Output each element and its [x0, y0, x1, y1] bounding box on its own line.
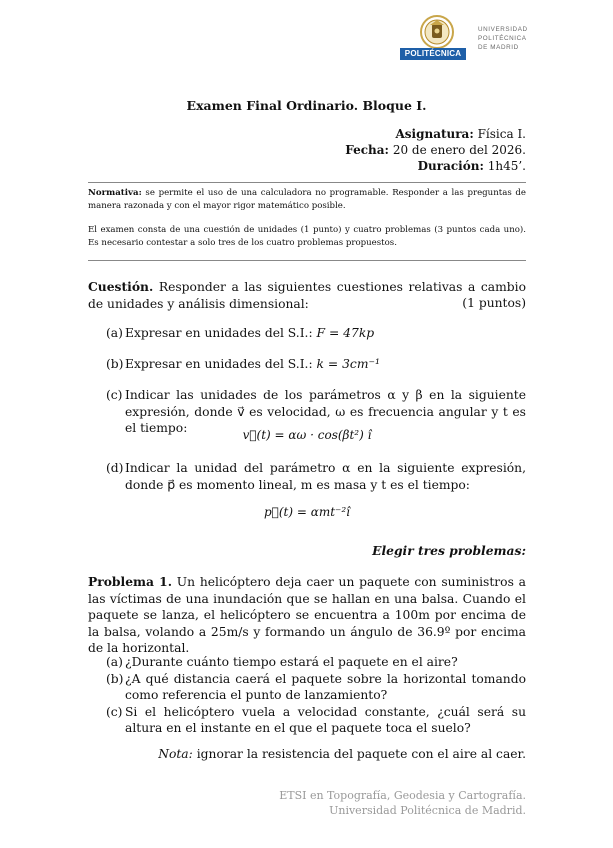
- footer: [279, 788, 526, 818]
- subject-label: Asignatura:: [395, 127, 474, 141]
- problem-1-statement: [88, 574, 526, 657]
- item-label: (b): [106, 671, 124, 686]
- question-text: Responder a las siguientes cuestiones relativas a cambio de unidades y análisis dimensional:: [88, 280, 526, 311]
- item-label: (a): [106, 655, 123, 669]
- duration-line: [418, 159, 526, 173]
- university-line: UNIVERSIDAD: [478, 26, 528, 33]
- note-label: Nota:: [158, 747, 193, 761]
- problem-1-label: Problema 1.: [88, 574, 172, 589]
- item-formula: k = 3cm⁻¹: [316, 357, 380, 371]
- question-label: Cuestión.: [88, 279, 154, 294]
- item-label: (c): [106, 704, 123, 719]
- item-text: Si el helicóptero vuela a velocidad constante, ¿cuál será su altura en el instante en el que el paquete toca el suelo?: [125, 704, 526, 735]
- university-line: POLITÉCNICA: [478, 35, 527, 42]
- exam-title: Examen Final Ordinario. Bloque I.: [186, 98, 427, 113]
- university-name: [478, 25, 528, 52]
- item-label: (d): [106, 461, 124, 475]
- item-label: (b): [106, 357, 124, 371]
- date-value: 20 de enero del 2026.: [392, 143, 526, 157]
- item-text: Indicar la unidad del parámetro α en la siguiente expresión, donde p⃗ es momento lineal, m es masa y t es el tiempo:: [125, 461, 526, 492]
- divider: [88, 182, 526, 183]
- divider: [88, 260, 526, 261]
- normativa-paragraph: [88, 187, 526, 213]
- problem-1-text: Un helicóptero deja caer un paquete con suministros a las víctimas de una inundación que se hallan en una balsa. Cuando el paquete se lanza, el helicóptero se encuentra a 100m por encima de la balsa, volando a 25m/s y formando un ángulo de 36.9º por encima de la horizontal.: [88, 575, 526, 655]
- item-label: (a): [106, 326, 123, 340]
- item-text: ¿A qué distancia caerá el paquete sobre la horizontal tomando como referencia el punto de lanzamiento?: [125, 671, 526, 702]
- note-text: ignorar la resistencia del paquete con el aire al caer.: [196, 747, 526, 761]
- problem-item: [106, 704, 526, 737]
- item-text: Expresar en unidades del S.I.:: [125, 326, 317, 340]
- problem-note: [158, 747, 526, 761]
- duration-value: 1h45’.: [487, 159, 526, 173]
- equation-velocity: v⃗(t) = αω · cos(βt²) î: [242, 428, 372, 442]
- logo-wordmark: POLITÉCNICA: [400, 48, 466, 60]
- normativa-text: se permite el uso de una calculadora no programable. Responder a las preguntas de manera razonada y con el mayor rigor matemático posible.: [88, 188, 526, 211]
- date-line: [345, 143, 526, 157]
- normativa-label: Normativa:: [88, 188, 142, 198]
- footer-university: Universidad Politécnica de Madrid.: [329, 804, 526, 817]
- item-text: ¿Durante cuánto tiempo estará el paquete en el aire?: [125, 655, 458, 669]
- structure-paragraph: El examen consta de una cuestión de unidades (1 punto) y cuatro problemas (3 puntos cada uno). Es necesario contestar a solo tres de los cuatro problemas propuestos.: [88, 225, 526, 248]
- item-text: Indicar las unidades de los parámetros α y β en la siguiente expresión, donde v⃗ es velocidad, ω es frecuencia angular y t es el tiempo:: [125, 388, 526, 435]
- item-formula: F = 47kp: [316, 326, 375, 340]
- item-text: Expresar en unidades del S.I.:: [125, 357, 317, 371]
- university-line: DE MADRID: [478, 44, 519, 51]
- subject-value: Física I.: [477, 127, 526, 141]
- question-points: (1 puntos): [456, 296, 526, 310]
- choose-heading: Elegir tres problemas:: [372, 543, 526, 558]
- footer-school: ETSI en Topografía, Geodesia y Cartografía.: [279, 789, 526, 802]
- problem-item: [106, 654, 526, 671]
- question-item: [106, 325, 526, 342]
- item-label: (c): [106, 388, 123, 402]
- date-label: Fecha:: [345, 143, 389, 157]
- question-item: [106, 460, 526, 493]
- question-item: [106, 356, 526, 373]
- problem-item: [106, 671, 526, 704]
- duration-label: Duración:: [417, 159, 484, 173]
- equation-momentum: p⃗(t) = αmt⁻²î: [263, 505, 351, 519]
- subject-line: [395, 127, 526, 141]
